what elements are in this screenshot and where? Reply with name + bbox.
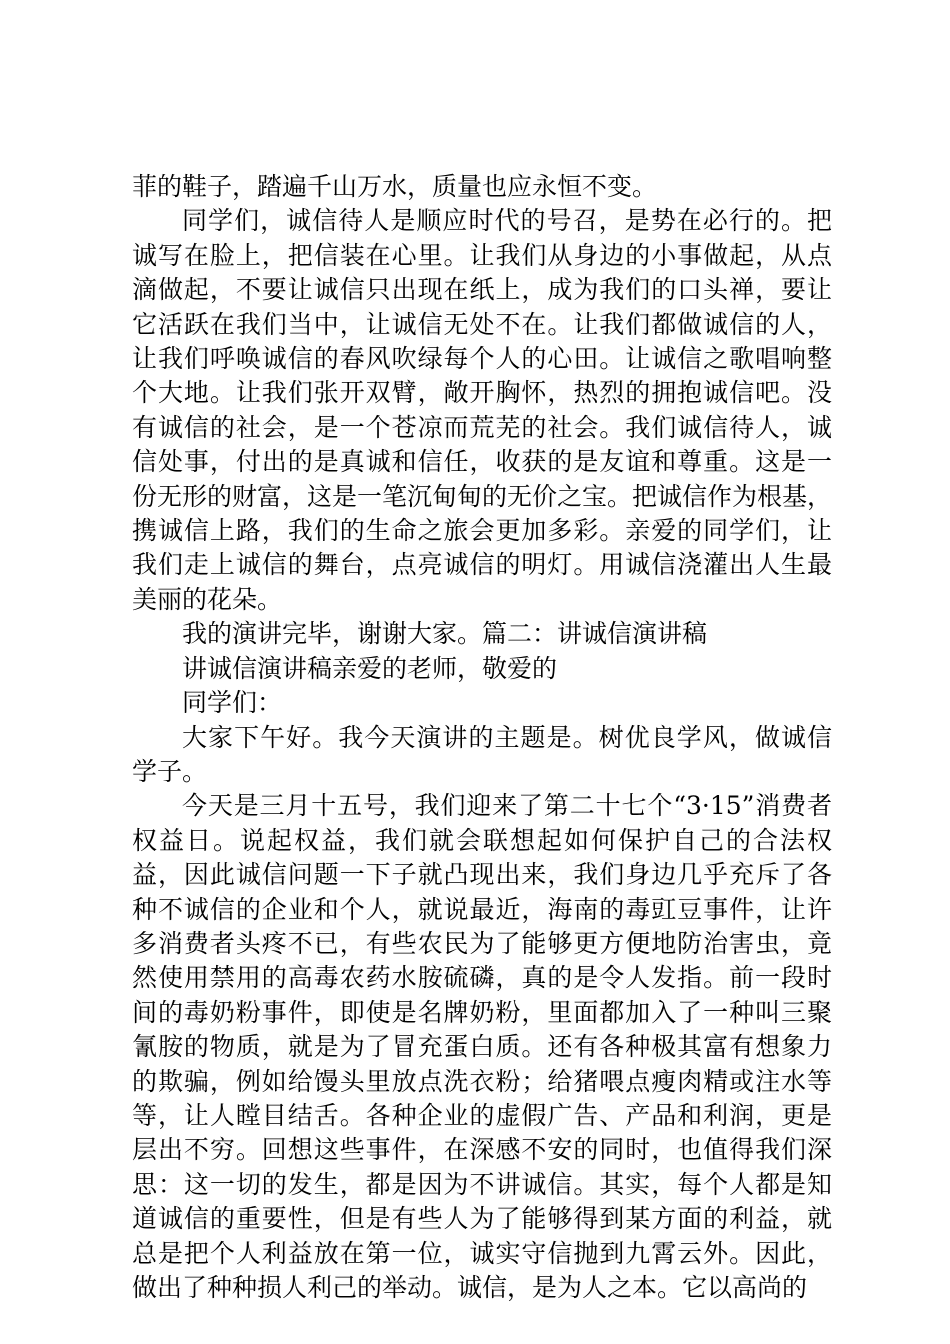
text-line: 同学们，诚信待人是顺应时代的号召，是势在必行的。把 (182, 206, 832, 236)
text-line: 氰胺的物质，就是为了冒充蛋白质。还有各种极其富有想象力 (132, 1032, 832, 1062)
text-line: 学子。 (132, 756, 208, 786)
text-line: 思：这一切的发生，都是因为不讲诚信。其实，每个人都是知 (132, 1169, 832, 1199)
text-line: 有诚信的社会，是一个苍凉而荒芜的社会。我们诚信待人，诚 (132, 412, 832, 442)
text-line: 它活跃在我们当中，让诚信无处不在。让我们都做诚信的人， (132, 309, 832, 339)
text-line: 让我们呼唤诚信的春风吹绿每个人的心田。让诚信之歌唱响整 (132, 344, 832, 374)
text-line: 多消费者头疼不已，有些农民为了能够更方便地防治害虫，竟 (132, 928, 832, 958)
text-line: 道诚信的重要性，但是有些人为了能够得到某方面的利益，就 (132, 1204, 832, 1234)
text-line: 层出不穷。回想这些事件，在深感不安的同时，也值得我们深 (132, 1135, 832, 1165)
text-line: 我的演讲完毕，谢谢大家。篇二：讲诚信演讲稿 (182, 619, 708, 649)
paragraph-continuation (132, 170, 832, 204)
text-line: 间的毒奶粉事件，即使是名牌奶粉，里面都加入了一种叫三聚 (132, 997, 832, 1027)
text-line: 我们走上诚信的舞台，点亮诚信的明灯。用诚信浇灌出人生最 (132, 550, 832, 580)
document-page (132, 170, 832, 1305)
text-line: 种不诚信的企业和个人，就说最近，海南的毒豇豆事件，让许 (132, 894, 832, 924)
paragraph-salutation (132, 686, 832, 720)
text-line: 信处事，付出的是真诚和信任，收获的是友谊和尊重。这是一 (132, 447, 832, 477)
paragraph-greeting (132, 721, 832, 790)
text-line: 份无形的财富，这是一笔沉甸甸的无价之宝。把诚信作为根基， (132, 481, 833, 511)
text-line: 者权益日。说起权益，我们就会联想起如何保护自己的合法权 (132, 791, 832, 855)
text-line: 菲的鞋子，踏遍千山万水，质量也应永恒不变。 (132, 172, 658, 201)
text-line: 今天是三月十五号，我们迎来了第二十七个“3·15”消费 (182, 791, 807, 821)
text-line: 大家下午好。我今天演讲的主题是。树优良学风，做诚信 (182, 722, 832, 752)
text-line: 携诚信上路，我们的生命之旅会更加多彩。亲爱的同学们，让 (132, 516, 832, 546)
text-line: 个大地。让我们张开双臂，敞开胸怀，热烈的拥抱诚信吧。没 (132, 378, 832, 408)
text-line: 总是把个人利益放在第一位，诚实守信抛到九霄云外。因此， (132, 1238, 832, 1268)
text-line: 讲诚信演讲稿亲爱的老师，敬爱的 (182, 653, 558, 683)
text-line: 益，因此诚信问题一下子就凸现出来，我们身边几乎充斥了各 (132, 860, 832, 890)
text-line: 美丽的花朵。 (132, 584, 283, 614)
text-line: 做出了种种损人利己的举动。诚信，是为人之本。它以高尚的 (132, 1273, 808, 1302)
text-line: 诚写在脸上，把信装在心里。让我们从身边的小事做起，从点 (132, 240, 832, 270)
text-line: 滴做起，不要让诚信只出现在纸上，成为我们的口头禅，要让 (132, 275, 832, 305)
text-line: 的欺骗，例如给馒头里放点洗衣粉；给猪喂点瘦肉精或注水等 (132, 1066, 832, 1096)
text-line: 然使用禁用的高毒农药水胺硫磷，真的是令人发指。前一段时 (132, 963, 832, 993)
text-line: 等，让人瞠目结舌。各种企业的虚假广告、产品和利润，更是 (132, 1100, 832, 1130)
paragraph-closing (132, 617, 832, 651)
text-line: 同学们： (182, 688, 283, 718)
paragraph-second-title (132, 652, 832, 686)
paragraph-consumer-rights (132, 789, 832, 1305)
paragraph-honesty-call (132, 204, 832, 617)
